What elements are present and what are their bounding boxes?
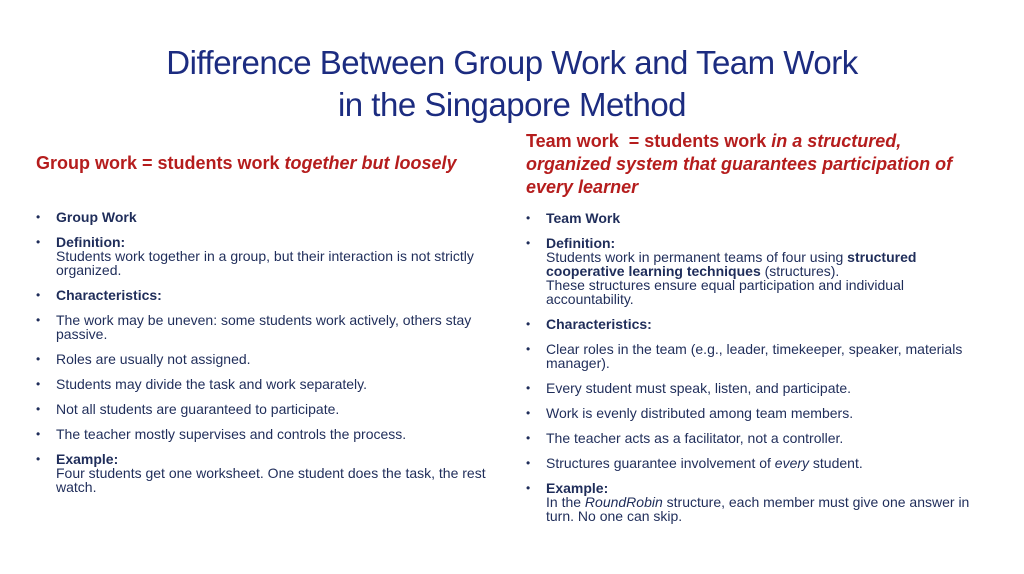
definition-text-line-2: These structures ensure equal participation and individual accountability.: [546, 277, 904, 307]
characteristic-text: The work may be uneven: some students work actively, others stay passive.: [56, 312, 472, 342]
characteristic-text: The teacher acts as a facilitator, not a controller.: [546, 430, 844, 446]
definition-text-bold: structured cooperative learning techniques: [546, 249, 917, 279]
list-item: [526, 431, 986, 445]
list-item: [36, 427, 506, 441]
characteristics-label: Characteristics:: [546, 316, 652, 332]
team-work-heading: [526, 130, 986, 199]
team-work-heading-prefix: Team work = students work: [526, 131, 772, 151]
example-label: Example:: [56, 451, 119, 467]
characteristic-text-post: student.: [809, 455, 863, 471]
characteristic-text: The teacher mostly supervises and controls the process.: [56, 426, 407, 442]
bullet-icon: •: [526, 456, 531, 470]
group-work-label: Group Work: [56, 209, 137, 225]
bullet-icon: •: [36, 210, 41, 224]
characteristic-text: Work is evenly distributed among team members.: [546, 405, 854, 421]
list-item: [36, 210, 506, 224]
example-text-italic: RoundRobin: [584, 494, 663, 510]
list-item: [526, 317, 986, 331]
list-item: [526, 236, 986, 306]
list-item: [526, 381, 986, 395]
example-text-post: structure, each member must give one answer in turn. No one can skip.: [546, 494, 970, 524]
characteristic-text: Roles are usually not assigned.: [56, 351, 251, 367]
list-item: [36, 288, 506, 302]
group-work-heading-prefix: Group work = students work: [36, 153, 285, 173]
characteristic-text: Students may divide the task and work separately.: [56, 376, 368, 392]
characteristic-text: Every student must speak, listen, and participate.: [546, 380, 852, 396]
list-item: [526, 456, 986, 470]
characteristic-text-italic: every: [774, 455, 810, 471]
list-item: [526, 406, 986, 420]
list-item: [36, 377, 506, 391]
bullet-icon: •: [526, 481, 531, 495]
bullet-icon: •: [36, 235, 41, 249]
bullet-icon: •: [526, 381, 531, 395]
list-item: [36, 402, 506, 416]
characteristic-text-pre: Structures guarantee involvement of: [546, 455, 775, 471]
characteristic-text: Not all students are guaranteed to participate.: [56, 401, 340, 417]
bullet-icon: •: [36, 377, 41, 391]
definition-text-pre: Students work in permanent teams of four using: [546, 249, 848, 265]
bullet-icon: •: [526, 317, 531, 331]
list-item: [526, 211, 986, 225]
list-item: [36, 452, 506, 494]
team-work-label: Team Work: [546, 210, 621, 226]
slide-title-line-2: in the Singapore Method: [337, 86, 687, 123]
group-work-heading-italic: together but loosely: [284, 153, 457, 173]
bullet-icon: •: [526, 211, 531, 225]
group-work-heading: [36, 152, 506, 175]
example-label: Example:: [546, 480, 609, 496]
bullet-icon: •: [526, 236, 531, 250]
bullet-icon: •: [36, 452, 41, 466]
definition-label: Definition:: [546, 235, 616, 251]
definition-text: Students work together in a group, but their interaction is not strictly organized.: [56, 248, 474, 278]
list-item: [36, 235, 506, 277]
team-work-column: [526, 130, 986, 534]
bullet-icon: •: [36, 288, 41, 302]
team-work-list: [526, 211, 986, 523]
characteristics-label: Characteristics:: [56, 287, 162, 303]
group-work-list: [36, 210, 506, 494]
bullet-icon: •: [526, 342, 531, 356]
example-text: Four students get one worksheet. One student does the task, the rest watch.: [56, 465, 486, 495]
list-item: [526, 342, 986, 370]
team-work-heading-italic: in a structured, organized system that guarantees participation of every learner: [526, 131, 953, 197]
bullet-icon: •: [36, 352, 41, 366]
bullet-icon: •: [526, 431, 531, 445]
group-work-column: [36, 152, 506, 505]
example-text-pre: In the: [546, 494, 585, 510]
bullet-icon: •: [36, 427, 41, 441]
slide-title: [0, 42, 1024, 126]
list-item: [526, 481, 986, 523]
list-item: [36, 352, 506, 366]
list-item: [36, 313, 506, 341]
definition-text-post: (structures).: [760, 263, 840, 279]
bullet-icon: •: [36, 313, 41, 327]
slide-title-line-1: Difference Between Group Work and Team Work: [166, 44, 858, 81]
definition-label: Definition:: [56, 234, 126, 250]
bullet-icon: •: [526, 406, 531, 420]
bullet-icon: •: [36, 402, 41, 416]
characteristic-text: Clear roles in the team (e.g., leader, timekeeper, speaker, materials manager).: [546, 341, 963, 371]
